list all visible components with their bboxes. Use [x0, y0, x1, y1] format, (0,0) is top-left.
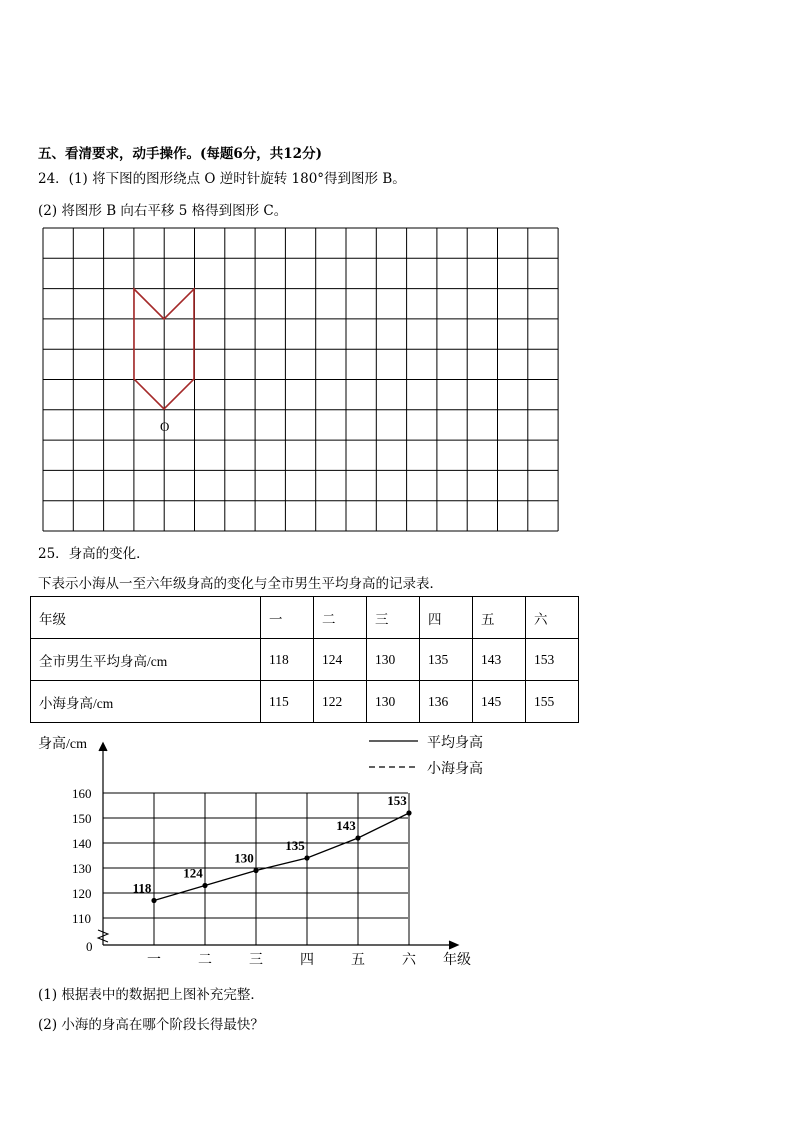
data-point — [253, 868, 258, 873]
data-point — [151, 898, 156, 903]
y-tick-label: 150 — [72, 811, 92, 826]
x-tick-label: 一 — [147, 953, 161, 968]
height-record-table — [30, 596, 579, 723]
y-tick-label: 110 — [72, 911, 92, 926]
height-line-chart — [0, 725, 794, 975]
x-tick-label: 四 — [300, 953, 314, 968]
series-line-average — [154, 813, 409, 901]
table-cell: 一 — [261, 597, 314, 639]
q25-title: 25．身高的变化． — [38, 546, 150, 562]
x-axis-label: 年级 — [443, 953, 471, 968]
data-label: 130 — [234, 850, 254, 866]
legend-xiaohai: 小海身高 — [427, 762, 483, 777]
table-cell: 130 — [367, 681, 420, 723]
table-cell: 115 — [261, 681, 314, 723]
table-cell: 五 — [473, 597, 526, 639]
table-cell: 124 — [314, 639, 367, 681]
data-point — [304, 855, 309, 860]
table-cell: 四 — [420, 597, 473, 639]
table-cell: 三 — [367, 597, 420, 639]
q25-intro: 下表示小海从一至六年级身高的变化与全市男生平均身高的记录表． — [38, 576, 443, 592]
table-cell: 130 — [367, 639, 420, 681]
table-cell: 六 — [526, 597, 579, 639]
table-cell: 小海身高/cm — [31, 681, 261, 723]
y-tick-label: 120 — [72, 886, 92, 901]
y-axis-label: 身高/cm — [38, 737, 87, 752]
table-cell: 143 — [473, 639, 526, 681]
y-tick-label: 160 — [72, 786, 92, 801]
table-row — [31, 597, 579, 639]
rotation-grid — [0, 0, 794, 540]
x-tick-label: 三 — [249, 953, 263, 968]
q24-line1: 24．(1) 将下图的图形绕点 O 逆时针旋转 180°得到图形 B。 — [38, 171, 406, 187]
x-tick-label: 五 — [351, 953, 365, 968]
table-cell: 145 — [473, 681, 526, 723]
data-label: 153 — [387, 793, 407, 808]
data-label: 135 — [285, 838, 305, 853]
x-tick-label: 六 — [402, 953, 416, 968]
table-row — [31, 681, 579, 723]
table-cell: 135 — [420, 639, 473, 681]
table-cell: 118 — [261, 639, 314, 681]
y-tick-label: 130 — [72, 861, 92, 876]
table-cell: 122 — [314, 681, 367, 723]
table-cell: 二 — [314, 597, 367, 639]
data-label: 143 — [336, 818, 356, 833]
point-o-label: O — [160, 419, 170, 434]
data-point — [355, 835, 360, 840]
data-label: 124 — [183, 865, 203, 881]
data-point — [202, 883, 207, 888]
data-point — [406, 810, 411, 815]
y-tick-label: 140 — [72, 836, 92, 851]
table-cell: 全市男生平均身高/cm — [31, 639, 261, 681]
y-origin-label: 0 — [86, 939, 93, 954]
table-row — [31, 639, 579, 681]
table-cell: 155 — [526, 681, 579, 723]
x-tick-label: 二 — [198, 953, 212, 968]
data-label: 118 — [132, 880, 152, 896]
table-cell: 年级 — [31, 597, 261, 639]
q24-line2: (2) 将图形 B 向右平移 5 格得到图形 C。 — [38, 203, 288, 219]
q25-sub2: (2) 小海的身高在哪个阶段长得最快？ — [38, 1017, 264, 1033]
legend-average: 平均身高 — [427, 736, 483, 751]
table-cell: 136 — [420, 681, 473, 723]
q25-sub1: (1) 根据表中的数据把上图补充完整． — [38, 987, 264, 1003]
section-title: 五、看清要求，动手操作。(每题6分，共12分) — [38, 146, 322, 162]
table-cell: 153 — [526, 639, 579, 681]
